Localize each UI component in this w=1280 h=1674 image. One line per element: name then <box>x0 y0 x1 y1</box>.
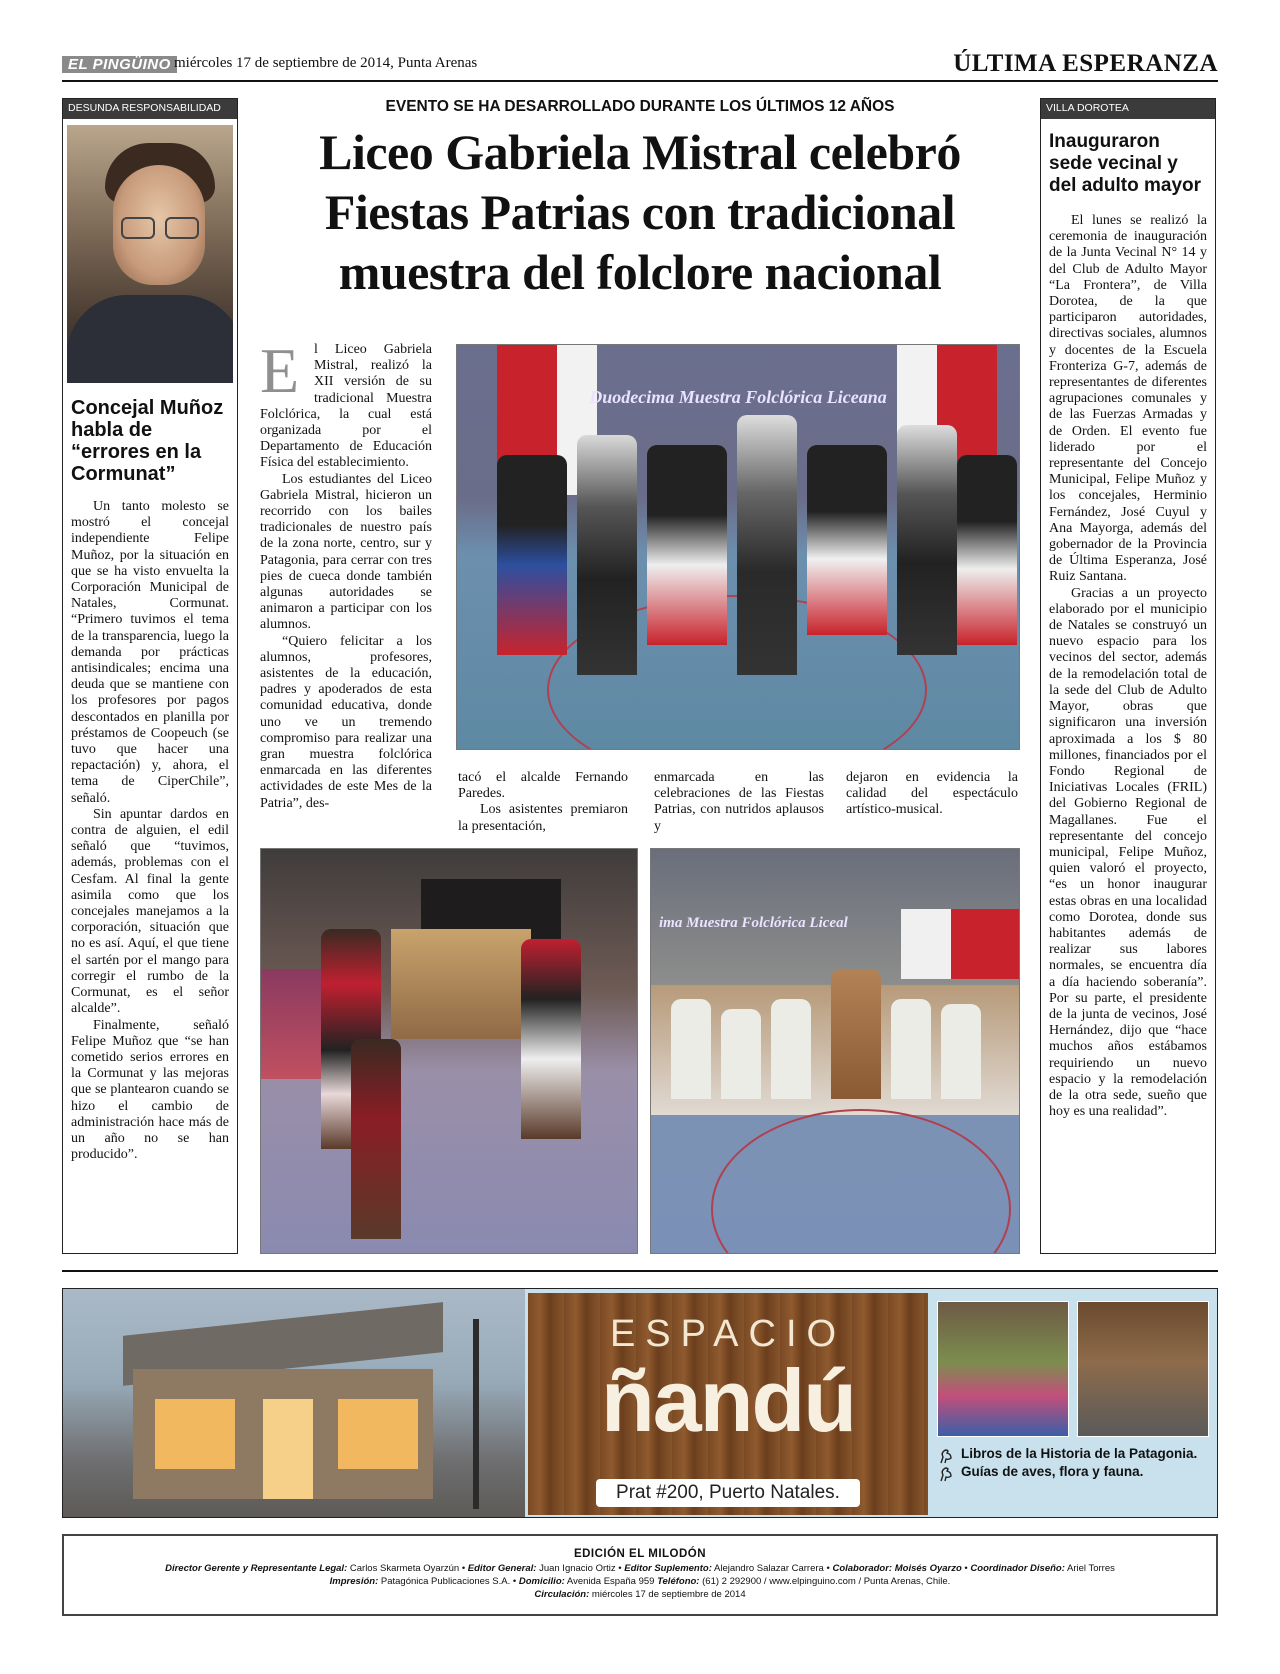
paragraph: Gracias a un proyecto elaborado por el municipio de Natales se construyó un nuevo espacio para los vecinos del sector, además de la remodelación total de la sede del Club de Adulto Mayor, obras que significaron una inversión aproximada a los $ 80 millones, financiados por el Fondo Regional de Iniciativas Locales (FRIL) del Gobierno Regional de Magallanes. Fue el representante del concejo municipal, Felipe Muñoz, quien valoró el proyecto, “es un honor inaugurar estas obras en una localidad como Dorotea, donde sus habitantes además de realizar sus labores normales, se encuentra día a día haciendo soberanía”. Por su parte, el presidente de la junta de vecinos, José Hernández, dijo que “hace muchos años estábamos requiriendo un nuevo espacio y la remodelación de la otra sede, sueño que hoy es una realidad”. <box>1049 585 1207 1120</box>
ad-address: Prat #200, Puerto Natales. <box>596 1479 860 1507</box>
ad-caption-line: Guías de aves, flora y fauna. <box>961 1464 1144 1479</box>
paragraph: Los asistentes premiaron la presentación, <box>458 802 628 834</box>
paragraph: enmarcada en las celebraciones de las Fiestas Patrias, con nutridos aplausos y <box>654 770 824 834</box>
paragraph: Finalmente, señaló Felipe Muñoz que “se han cometido serios errores en la Cormunat y las mejoras que se plantearon cuando se hizo el cambio de administración hace más de un año no se han producido”. <box>71 1017 229 1163</box>
ad-rule <box>62 1270 1218 1272</box>
advertisement-espacio-nandu <box>62 1288 1218 1518</box>
folk-dance-photo-left <box>260 848 638 1254</box>
rhea-bird-icon <box>937 1447 955 1465</box>
paragraph: Sin apuntar dardos en contra de alguien, el edil señaló que “tuvimos, además, problemas con el Cesfam. Al final la gente asimila como que los concejales manejamos a la corporación, situación que no es así. Aquí, el que tiene el sartén por el mango para corregir el rumbo de la Cormunat, es el señor alcalde”. <box>71 806 229 1017</box>
story-column-1 <box>260 335 432 812</box>
ad-store-photos <box>931 1293 1215 1515</box>
drop-cap: E <box>260 335 300 406</box>
right-body <box>1049 213 1207 1120</box>
cafe-interior-photo <box>1077 1301 1209 1437</box>
paragraph: dejaron en evidencia la calidad del espectáculo artístico-musical. <box>846 770 1018 818</box>
banner-text: ima Muestra Folclórica Liceal <box>659 915 848 931</box>
paragraph: “Quiero felicitar a los alumnos, profesores, asistentes de la educación, padres y apoderados de esta comunidad educativa, donde uno ve un tremendo compromiso para realizar una gran muestra folclórica enmarcada en las diferentes actividades de este Mes de la Patria”, des- <box>260 633 432 811</box>
section-title: ÚLTIMA ESPERANZA <box>953 50 1218 77</box>
newspaper-logo: EL PINGÜINO <box>62 56 177 73</box>
left-body <box>71 499 229 1163</box>
story-column-2 <box>458 770 628 835</box>
store-interior-photo <box>937 1301 1069 1437</box>
main-kicker: EVENTO SE HA DESARROLLADO DURANTE LOS ÚLTIMOS 12 AÑOS <box>385 98 895 115</box>
rhea-bird-icon <box>937 1465 955 1483</box>
right-kicker: VILLA DOROTEA <box>1041 99 1215 119</box>
banner-text: Duodecima Muestra Folclórica Liceana <box>589 387 887 407</box>
ad-brand-text: ñandú <box>601 1351 855 1450</box>
ad-wood-panel <box>528 1293 928 1515</box>
story-column-4 <box>846 770 1018 819</box>
left-headline: Concejal Muñoz habla de “errores en la Cormunat” <box>71 397 224 485</box>
paragraph: El lunes se realizó la ceremonia de inauguración de la Junta Vecinal N° 14 y del Club de Adulto Mayor “La Frontera”, de Villa Dorotea, de la que participaron autoridades, directivas sociales, alumnos y docentes de la Escuela Fronteriza G-7, además de representantes de diferentes agrupaciones comunales y de las Fuerzas Armadas y de Orden. El evento fue liderado por el representante del Concejo Municipal, Felipe Muñoz y los concejales, Herminio Fernández, José Cuyul y Ana Mayorga, además del gobernador de la Provincia de Última Esperanza, José Ruiz Santana. <box>1049 213 1207 585</box>
store-building-photo <box>63 1289 525 1518</box>
left-kicker: DESUNDA RESPONSABILIDAD <box>63 99 237 119</box>
ad-espacio-text: ESPACIO <box>609 1313 847 1355</box>
story-column-3 <box>654 770 824 835</box>
folk-dance-photo-main <box>456 344 1020 750</box>
right-sidebar-story <box>1040 98 1216 1254</box>
credits-line: Impresión: Patagónica Publicaciones S.A. • Domicilio: Avenida España 959 Teléfono: (61) 2 292900 / www.elpinguino.com / Punta Arenas, Chile. <box>329 1576 951 1587</box>
dateline: miércoles 17 de septiembre de 2014, Punta Arenas <box>174 55 478 71</box>
paragraph: Los estudiantes del Liceo Gabriela Mistral, hicieron un recorrido con los bailes tradicionales de nuestro país de la zona norte, centro, sur y Patagonia, para cerrar con tres pies de cueca donde también algunas autoridades se animaron a participar con los alumnos. <box>260 471 432 633</box>
right-headline: Inauguraron sede vecinal y del adulto mayor <box>1049 131 1202 196</box>
page-header <box>62 50 1218 77</box>
ad-caption <box>931 1445 1215 1481</box>
header-rule <box>62 80 1218 82</box>
folk-dance-photo-right <box>650 848 1020 1254</box>
paragraph: l Liceo Gabriela Mistral, realizó la XII versión de su tradicional Muestra Folclórica, la cual está organizada por el Departamento de Educación Física del establecimiento. <box>260 342 432 471</box>
portrait-photo <box>67 125 233 383</box>
paragraph: Un tanto molesto se mostró el concejal independiente Felipe Muñoz, por la situación en que se ha visto envuelta la Corporación Municipal de Natales, Cormunat. “Primero tuvimos el tema de la transparencia, luego la demanda por prácticas antisindicales; encima una deuda que se mantiene con los profesores por pagos descontados en planilla por préstamos de Coopeuch (se tuvo que hacer una repactación) y, ahora, el tema de CiperChile”, señaló. <box>71 499 229 806</box>
credits-line: Director Gerente y Representante Legal: Carlos Skarmeta Oyarzún • Editor General: Juan Ignacio Ortiz • Editor Suplemento: Alejandro Salazar Carrera • Colaborador: Moisés Oyarzo • Coordinador Diseño: Ariel Torres <box>165 1563 1115 1574</box>
left-sidebar-story <box>62 98 238 1254</box>
credits-title: EDICIÓN EL MILODÓN <box>573 1548 707 1560</box>
paragraph: tacó el alcalde Fernando Paredes. <box>458 770 628 802</box>
credits-line: Circulación: miércoles 17 de septiembre de 2014 <box>534 1589 746 1600</box>
ad-caption-line: Libros de la Historia de la Patagonia. <box>961 1446 1198 1461</box>
main-headline: Liceo Gabriela Mistral celebró Fiestas Patrias con tradicional muestra del folclore nacional <box>319 124 961 300</box>
credits-box <box>62 1534 1218 1616</box>
